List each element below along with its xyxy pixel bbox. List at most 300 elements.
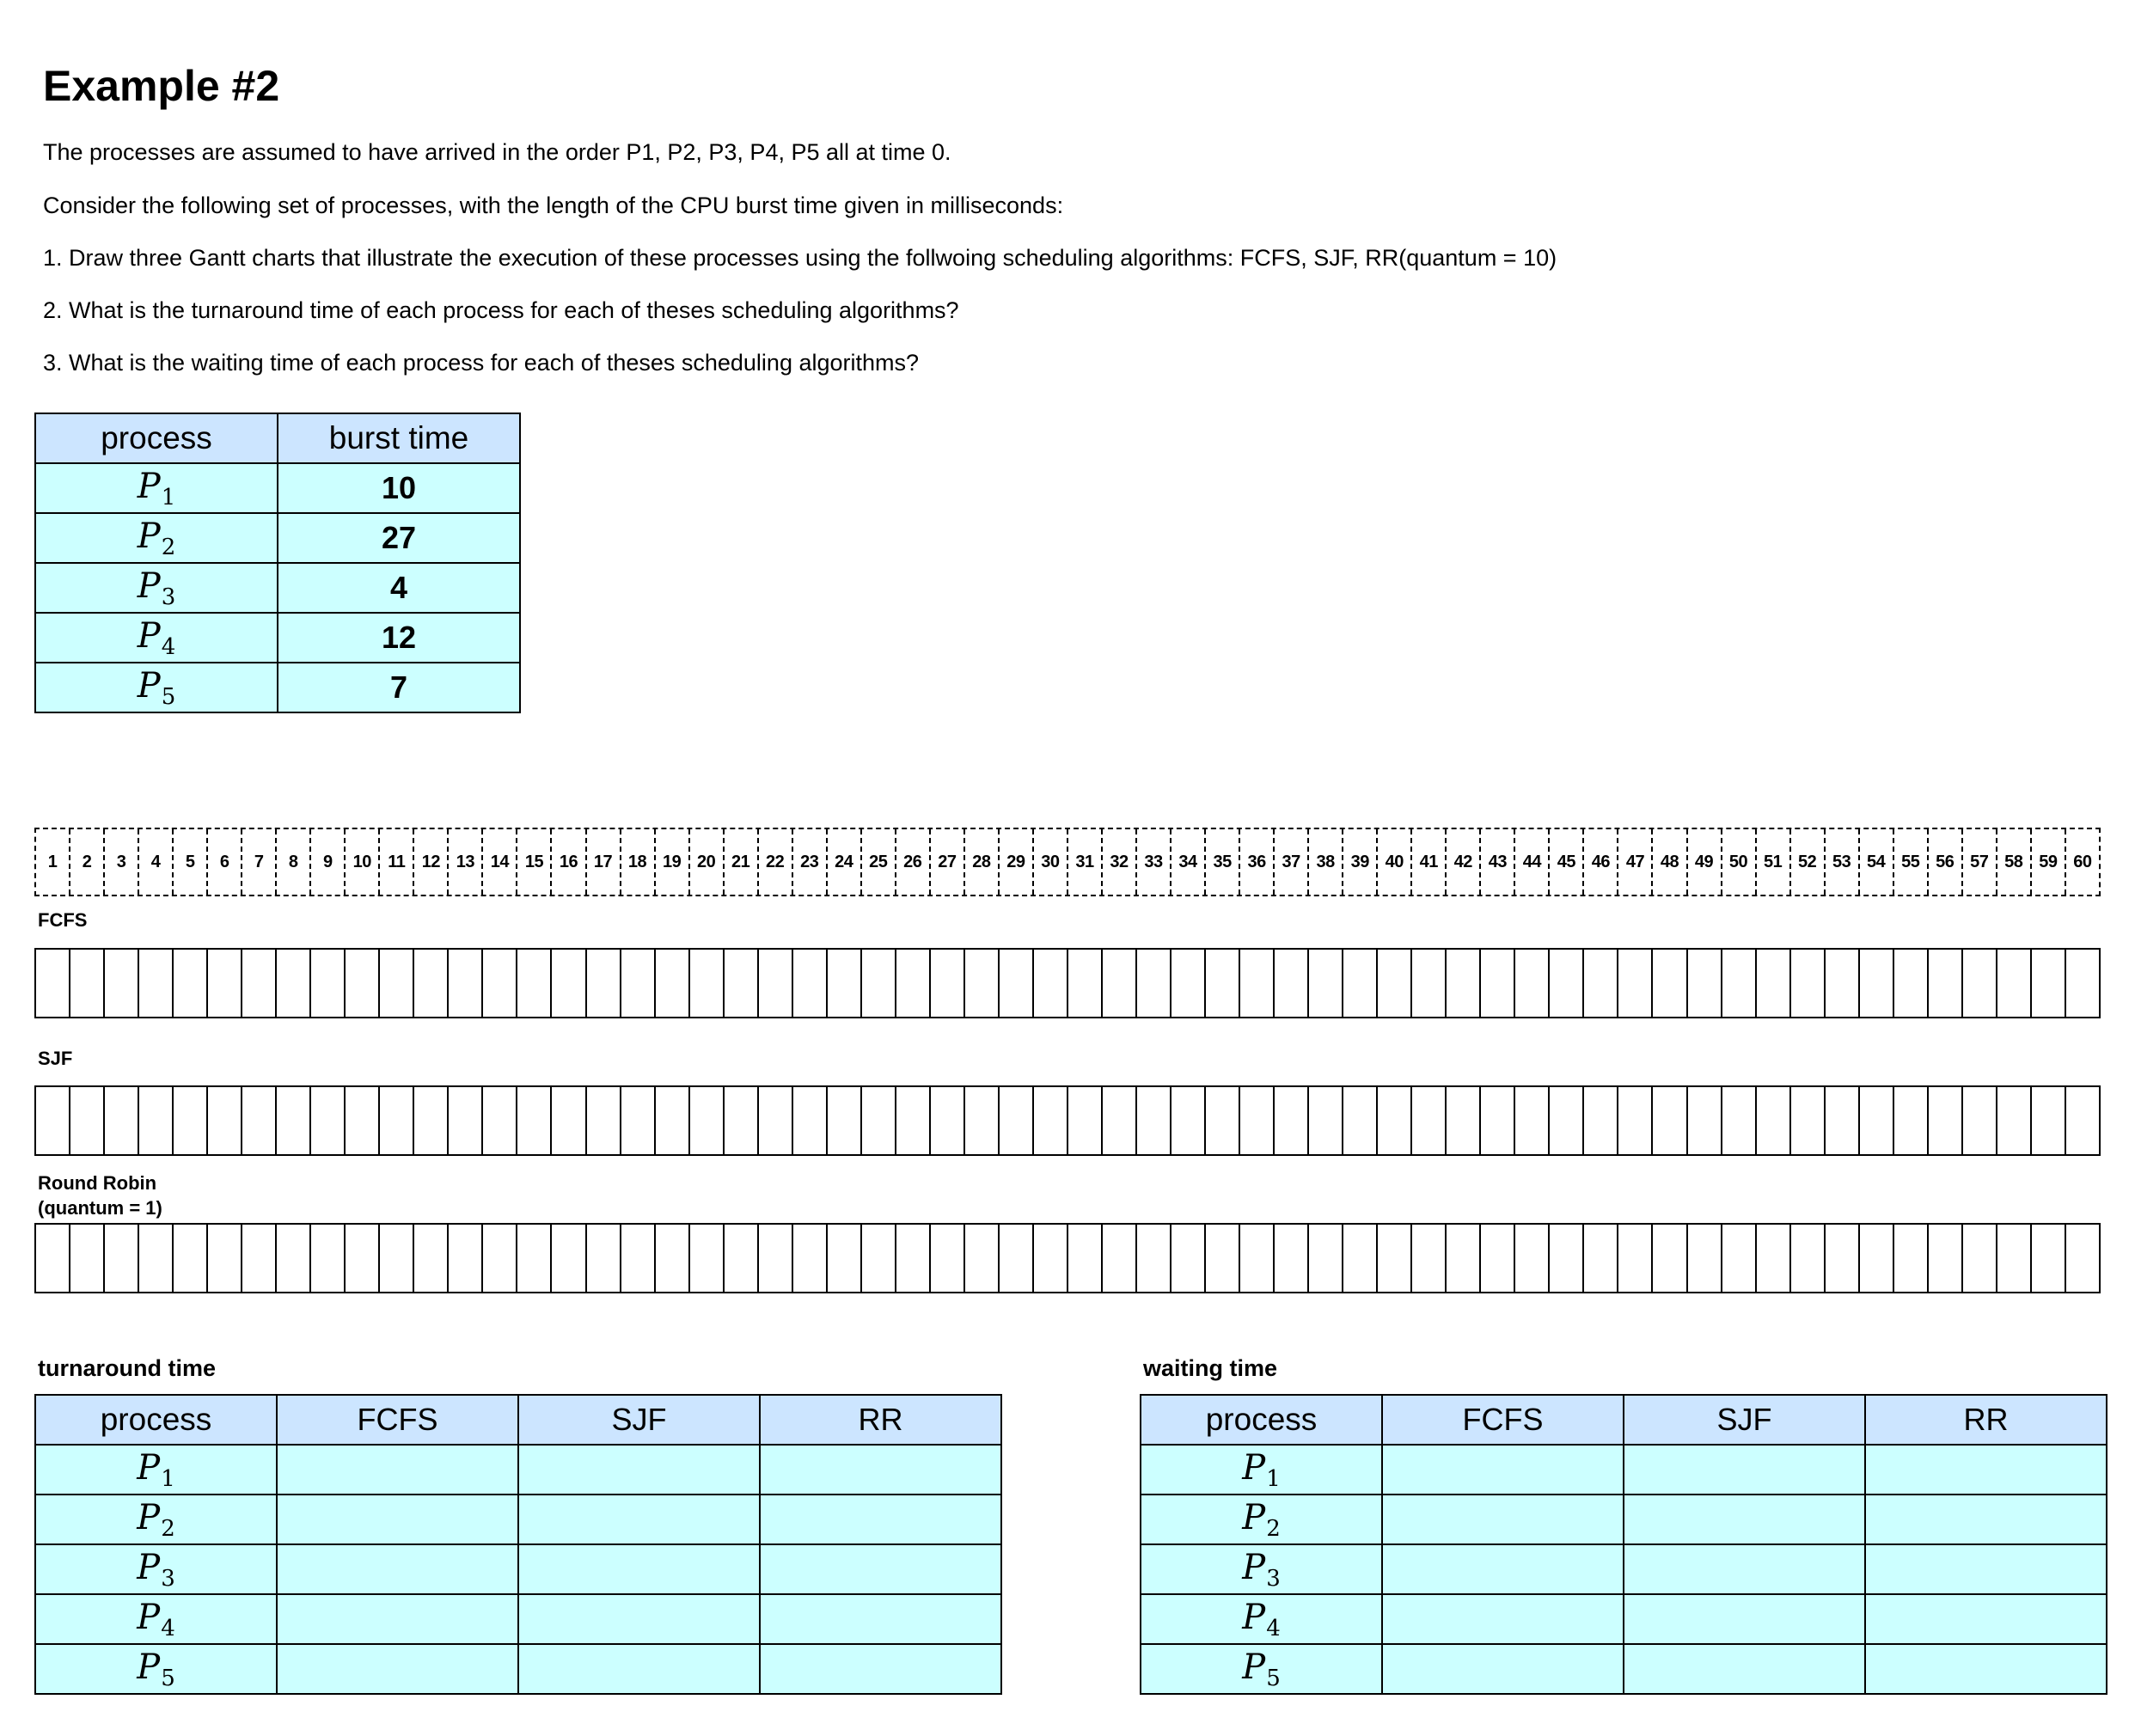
gantt-slot[interactable]: [621, 1225, 656, 1292]
rr-cell[interactable]: [760, 1644, 1001, 1694]
gantt-slot[interactable]: [1137, 950, 1171, 1017]
gantt-slot[interactable]: [1791, 1087, 1826, 1154]
gantt-slot[interactable]: [587, 1225, 621, 1292]
time-tick: 5: [174, 829, 208, 895]
gantt-slot[interactable]: [621, 950, 656, 1017]
gantt-slot[interactable]: [1275, 950, 1309, 1017]
time-tick: 11: [380, 829, 414, 895]
burst-value: 12: [278, 613, 520, 663]
gantt-slot[interactable]: [1068, 950, 1103, 1017]
gantt-slot[interactable]: [1034, 950, 1068, 1017]
gantt-slot[interactable]: [1515, 1225, 1550, 1292]
table-row: [35, 513, 520, 563]
gantt-slot[interactable]: [346, 1225, 380, 1292]
time-tick: 43: [1481, 829, 1515, 895]
time-tick: 46: [1584, 829, 1618, 895]
gantt-slot[interactable]: [1275, 1087, 1309, 1154]
rr-cell[interactable]: [760, 1495, 1001, 1544]
time-tick: 36: [1240, 829, 1275, 895]
gantt-slot[interactable]: [1963, 1087, 1997, 1154]
gantt-slot[interactable]: [587, 1087, 621, 1154]
gantt-slot[interactable]: [517, 1087, 552, 1154]
gantt-slot[interactable]: [1584, 1225, 1618, 1292]
table-row: [1141, 1544, 2107, 1594]
table-row: [35, 613, 520, 663]
fcfs-cell[interactable]: [277, 1594, 518, 1644]
process-name: $P_1$: [35, 463, 278, 513]
process-name: $P_4$: [1141, 1594, 1382, 1644]
gantt-slot[interactable]: [174, 1225, 208, 1292]
gantt-slot[interactable]: [1412, 950, 1447, 1017]
gantt-slot[interactable]: [793, 1087, 828, 1154]
gantt-slot[interactable]: [1378, 950, 1412, 1017]
gantt-slot[interactable]: [483, 1087, 517, 1154]
gantt-slot[interactable]: [1757, 950, 1791, 1017]
question-1: 1. Draw three Gantt charts that illustrate the execution of these processes using the follwoing scheduling algorithms: FCFS, SJF, RR(quantum = 10): [43, 245, 1557, 271]
time-tick: 12: [414, 829, 449, 895]
gantt-slot[interactable]: [1343, 1225, 1378, 1292]
fcfs-cell[interactable]: [277, 1445, 518, 1495]
gantt-slot[interactable]: [1412, 1087, 1447, 1154]
gantt-slot[interactable]: [1240, 1225, 1275, 1292]
gantt-slot[interactable]: [380, 1087, 414, 1154]
gantt-slot[interactable]: [725, 1225, 759, 1292]
gantt-slot[interactable]: [1034, 1225, 1068, 1292]
header-fcfs: FCFS: [1382, 1395, 1624, 1445]
fcfs-gantt-row: [34, 948, 2101, 1018]
gantt-slot[interactable]: [621, 1087, 656, 1154]
sjf-cell[interactable]: [518, 1644, 760, 1694]
gantt-slot[interactable]: [1860, 1225, 1894, 1292]
table-row: [35, 1644, 1001, 1694]
gantt-slot[interactable]: [1550, 1087, 1584, 1154]
gantt-slot[interactable]: [793, 950, 828, 1017]
burst-value: 10: [278, 463, 520, 513]
gantt-slot[interactable]: [1688, 1087, 1722, 1154]
gantt-slot[interactable]: [1000, 950, 1034, 1017]
gantt-slot[interactable]: [277, 1225, 311, 1292]
gantt-slot[interactable]: [1688, 950, 1722, 1017]
fcfs-cell[interactable]: [1382, 1544, 1624, 1594]
gantt-slot[interactable]: [1309, 950, 1343, 1017]
gantt-slot[interactable]: [1618, 950, 1653, 1017]
gantt-slot[interactable]: [1688, 1225, 1722, 1292]
gantt-slot[interactable]: [1240, 950, 1275, 1017]
time-tick: 48: [1653, 829, 1687, 895]
time-tick: 23: [793, 829, 828, 895]
gantt-slot[interactable]: [242, 950, 277, 1017]
sjf-cell[interactable]: [1624, 1544, 1865, 1594]
gantt-slot[interactable]: [414, 950, 449, 1017]
process-name: $P_2$: [35, 513, 278, 563]
time-tick: 39: [1343, 829, 1378, 895]
gantt-slot[interactable]: [1894, 1087, 1929, 1154]
gantt-slot[interactable]: [1722, 1087, 1757, 1154]
sjf-cell[interactable]: [518, 1445, 760, 1495]
question-2: 2. What is the turnaround time of each process for each of theses scheduling algorithms?: [43, 297, 959, 323]
gantt-slot[interactable]: [793, 1225, 828, 1292]
fcfs-cell[interactable]: [277, 1544, 518, 1594]
fcfs-label: FCFS: [38, 909, 88, 931]
gantt-slot[interactable]: [1860, 1087, 1894, 1154]
gantt-slot[interactable]: [1791, 950, 1826, 1017]
header-fcfs: FCFS: [277, 1395, 518, 1445]
gantt-slot[interactable]: [311, 1225, 346, 1292]
gantt-slot[interactable]: [36, 1087, 70, 1154]
gantt-slot[interactable]: [517, 1225, 552, 1292]
gantt-slot[interactable]: [277, 1087, 311, 1154]
gantt-slot[interactable]: [759, 1225, 793, 1292]
gantt-slot[interactable]: [1653, 1225, 1687, 1292]
sjf-cell[interactable]: [1624, 1594, 1865, 1644]
gantt-slot[interactable]: [896, 1225, 931, 1292]
gantt-slot[interactable]: [346, 950, 380, 1017]
gantt-slot[interactable]: [1068, 1087, 1103, 1154]
gantt-slot[interactable]: [208, 1087, 242, 1154]
gantt-slot[interactable]: [1068, 1225, 1103, 1292]
rr-cell[interactable]: [1865, 1594, 2107, 1644]
time-tick: 54: [1860, 829, 1894, 895]
header-burst-time: burst time: [278, 413, 520, 463]
gantt-slot[interactable]: [242, 1225, 277, 1292]
gantt-slot[interactable]: [311, 1087, 346, 1154]
gantt-slot[interactable]: [1412, 1225, 1447, 1292]
gantt-slot[interactable]: [552, 950, 586, 1017]
fcfs-cell[interactable]: [277, 1495, 518, 1544]
gantt-slot[interactable]: [1550, 950, 1584, 1017]
gantt-slot[interactable]: [1550, 1225, 1584, 1292]
header-process: process: [1141, 1395, 1382, 1445]
table-row: [35, 663, 520, 712]
gantt-slot[interactable]: [2032, 950, 2066, 1017]
gantt-slot[interactable]: [380, 950, 414, 1017]
gantt-slot[interactable]: [1515, 1087, 1550, 1154]
gantt-slot[interactable]: [965, 1225, 1000, 1292]
gantt-slot[interactable]: [1171, 950, 1206, 1017]
table-row: [35, 1594, 1001, 1644]
gantt-slot[interactable]: [1997, 1087, 2032, 1154]
gantt-slot[interactable]: [2066, 1087, 2099, 1154]
time-tick: 31: [1068, 829, 1103, 895]
time-tick: 55: [1894, 829, 1929, 895]
gantt-slot[interactable]: [1000, 1087, 1034, 1154]
gantt-slot[interactable]: [414, 1225, 449, 1292]
time-tick: 30: [1034, 829, 1068, 895]
process-name: $P_3$: [35, 1544, 277, 1594]
gantt-slot[interactable]: [1515, 950, 1550, 1017]
gantt-slot[interactable]: [828, 1225, 862, 1292]
time-tick: 16: [552, 829, 586, 895]
time-tick: 49: [1688, 829, 1722, 895]
intro-paragraph-arrival: The processes are assumed to have arrived in the order P1, P2, P3, P4, P5 all at time 0.: [43, 139, 951, 165]
gantt-slot[interactable]: [483, 950, 517, 1017]
gantt-slot[interactable]: [862, 950, 896, 1017]
gantt-slot[interactable]: [656, 1087, 690, 1154]
gantt-slot[interactable]: [517, 950, 552, 1017]
time-tick: 3: [105, 829, 139, 895]
gantt-slot[interactable]: [690, 1225, 725, 1292]
gantt-slot[interactable]: [1757, 1225, 1791, 1292]
process-name: $P_1$: [1141, 1445, 1382, 1495]
gantt-slot[interactable]: [1378, 1225, 1412, 1292]
time-tick: 35: [1206, 829, 1240, 895]
gantt-slot[interactable]: [1584, 950, 1618, 1017]
rr-cell[interactable]: [760, 1445, 1001, 1495]
time-tick: 56: [1929, 829, 1963, 895]
fcfs-cell[interactable]: [1382, 1594, 1624, 1644]
gantt-slot[interactable]: [449, 1087, 483, 1154]
gantt-slot[interactable]: [1929, 1087, 1963, 1154]
rr-cell[interactable]: [1865, 1495, 2107, 1544]
burst-time-table: [34, 413, 521, 713]
gantt-slot[interactable]: [931, 1225, 965, 1292]
gantt-slot[interactable]: [552, 1225, 586, 1292]
gantt-slot[interactable]: [1447, 950, 1481, 1017]
gantt-slot[interactable]: [1929, 950, 1963, 1017]
gantt-slot[interactable]: [896, 950, 931, 1017]
gantt-slot[interactable]: [2066, 1225, 2099, 1292]
sjf-cell[interactable]: [518, 1594, 760, 1644]
gantt-slot[interactable]: [1343, 950, 1378, 1017]
sjf-cell[interactable]: [518, 1544, 760, 1594]
gantt-slot[interactable]: [1378, 1087, 1412, 1154]
gantt-slot[interactable]: [2032, 1225, 2066, 1292]
gantt-slot[interactable]: [449, 950, 483, 1017]
process-name: $P_1$: [35, 1445, 277, 1495]
gantt-slot[interactable]: [725, 1087, 759, 1154]
turnaround-time-table: [34, 1394, 1002, 1695]
intro-paragraph-burst: Consider the following set of processes, with the length of the CPU burst time given in milliseconds:: [43, 193, 1064, 218]
gantt-slot[interactable]: [1137, 1087, 1171, 1154]
gantt-slot[interactable]: [1309, 1225, 1343, 1292]
gantt-slot[interactable]: [174, 950, 208, 1017]
gantt-slot[interactable]: [139, 1087, 174, 1154]
gantt-slot[interactable]: [656, 1225, 690, 1292]
header-process: process: [35, 413, 278, 463]
sjf-cell[interactable]: [1624, 1644, 1865, 1694]
gantt-slot[interactable]: [1653, 950, 1687, 1017]
time-tick: 25: [862, 829, 896, 895]
gantt-slot[interactable]: [414, 1087, 449, 1154]
time-tick: 20: [690, 829, 725, 895]
time-tick: 52: [1791, 829, 1826, 895]
gantt-slot[interactable]: [311, 950, 346, 1017]
gantt-slot[interactable]: [1963, 950, 1997, 1017]
sjf-cell[interactable]: [1624, 1445, 1865, 1495]
gantt-slot[interactable]: [1963, 1225, 1997, 1292]
gantt-slot[interactable]: [1722, 950, 1757, 1017]
time-tick: 17: [587, 829, 621, 895]
gantt-slot[interactable]: [587, 950, 621, 1017]
time-tick: 60: [2073, 852, 2092, 871]
gantt-slot[interactable]: [2066, 950, 2099, 1017]
process-name: $P_5$: [1141, 1644, 1382, 1694]
header-sjf: SJF: [518, 1395, 760, 1445]
gantt-slot[interactable]: [690, 950, 725, 1017]
gantt-slot[interactable]: [208, 1225, 242, 1292]
fcfs-cell[interactable]: [1382, 1445, 1624, 1495]
time-tick: 13: [449, 829, 483, 895]
time-axis: [34, 828, 2101, 896]
gantt-slot[interactable]: [1309, 1087, 1343, 1154]
time-tick: 27: [931, 829, 965, 895]
time-tick: 26: [896, 829, 931, 895]
time-tick: 28: [965, 829, 1000, 895]
gantt-slot[interactable]: [1240, 1087, 1275, 1154]
gantt-slot[interactable]: [1826, 1087, 1860, 1154]
gantt-slot[interactable]: [725, 950, 759, 1017]
waiting-time-label: waiting time: [1143, 1355, 1278, 1381]
gantt-slot[interactable]: [1343, 1087, 1378, 1154]
rr-cell[interactable]: [1865, 1644, 2107, 1694]
turnaround-time-label: turnaround time: [38, 1355, 216, 1381]
gantt-slot[interactable]: [174, 1087, 208, 1154]
time-tick: 19: [656, 829, 690, 895]
time-tick: 41: [1412, 829, 1447, 895]
rr-cell[interactable]: [760, 1544, 1001, 1594]
gantt-slot[interactable]: [1447, 1225, 1481, 1292]
gantt-slot[interactable]: [139, 950, 174, 1017]
gantt-slot[interactable]: [1757, 1087, 1791, 1154]
gantt-slot[interactable]: [208, 950, 242, 1017]
gantt-slot[interactable]: [1275, 1225, 1309, 1292]
gantt-slot[interactable]: [449, 1225, 483, 1292]
gantt-slot[interactable]: [1584, 1087, 1618, 1154]
gantt-slot[interactable]: [690, 1087, 725, 1154]
time-tick: 8: [277, 829, 311, 895]
gantt-slot[interactable]: [1653, 1087, 1687, 1154]
time-tick: 2: [70, 829, 105, 895]
process-name: $P_4$: [35, 613, 278, 663]
time-tick: 57: [1963, 829, 1997, 895]
header-sjf: SJF: [1624, 1395, 1865, 1445]
gantt-slot[interactable]: [70, 1225, 105, 1292]
gantt-slot[interactable]: [896, 1087, 931, 1154]
gantt-slot[interactable]: [1618, 1087, 1653, 1154]
time-tick: 40: [1378, 829, 1412, 895]
sjf-cell[interactable]: [1624, 1495, 1865, 1544]
gantt-slot[interactable]: [36, 950, 70, 1017]
time-tick: 33: [1137, 829, 1171, 895]
gantt-slot[interactable]: [2032, 1087, 2066, 1154]
time-tick: 58: [1997, 829, 2032, 895]
gantt-slot[interactable]: [1103, 1225, 1137, 1292]
time-tick: 34: [1171, 829, 1206, 895]
gantt-slot[interactable]: [1447, 1087, 1481, 1154]
process-name: $P_5$: [35, 1644, 277, 1694]
gantt-slot[interactable]: [105, 1225, 139, 1292]
time-tick: 53: [1826, 829, 1860, 895]
gantt-slot[interactable]: [931, 1087, 965, 1154]
gantt-slot[interactable]: [862, 1087, 896, 1154]
gantt-slot[interactable]: [1826, 1225, 1860, 1292]
gantt-slot[interactable]: [70, 1087, 105, 1154]
time-tick: 22: [759, 829, 793, 895]
gantt-slot[interactable]: [828, 950, 862, 1017]
time-tick: 42: [1447, 829, 1481, 895]
header-process: process: [35, 1395, 277, 1445]
gantt-slot[interactable]: [1137, 1225, 1171, 1292]
process-name: $P_3$: [35, 563, 278, 613]
gantt-slot[interactable]: [1103, 950, 1137, 1017]
gantt-slot[interactable]: [1894, 1225, 1929, 1292]
gantt-slot[interactable]: [139, 1225, 174, 1292]
gantt-slot[interactable]: [1206, 1087, 1240, 1154]
sjf-cell[interactable]: [518, 1495, 760, 1544]
gantt-slot[interactable]: [1171, 1087, 1206, 1154]
gantt-slot[interactable]: [36, 1225, 70, 1292]
gantt-slot[interactable]: [759, 1087, 793, 1154]
process-name: $P_4$: [35, 1594, 277, 1644]
fcfs-cell[interactable]: [1382, 1495, 1624, 1544]
gantt-slot[interactable]: [105, 1087, 139, 1154]
rr-cell[interactable]: [1865, 1445, 2107, 1495]
gantt-slot[interactable]: [1481, 1225, 1515, 1292]
gantt-slot[interactable]: [1894, 950, 1929, 1017]
fcfs-cell[interactable]: [277, 1644, 518, 1694]
gantt-slot[interactable]: [1997, 950, 2032, 1017]
gantt-slot[interactable]: [1171, 1225, 1206, 1292]
gantt-slot[interactable]: [242, 1087, 277, 1154]
fcfs-cell[interactable]: [1382, 1644, 1624, 1694]
gantt-slot[interactable]: [1722, 1225, 1757, 1292]
gantt-slot[interactable]: [1860, 950, 1894, 1017]
table-row: [35, 563, 520, 613]
table-row: [1141, 1594, 2107, 1644]
table-row: [35, 1544, 1001, 1594]
gantt-slot[interactable]: [828, 1087, 862, 1154]
gantt-slot[interactable]: [483, 1225, 517, 1292]
time-tick: 59: [2032, 829, 2066, 895]
gantt-slot[interactable]: [552, 1087, 586, 1154]
gantt-slot[interactable]: [1000, 1225, 1034, 1292]
time-tick: 45: [1550, 829, 1584, 895]
gantt-slot[interactable]: [1618, 1225, 1653, 1292]
gantt-slot[interactable]: [1481, 1087, 1515, 1154]
gantt-slot[interactable]: [1929, 1225, 1963, 1292]
rr-cell[interactable]: [760, 1594, 1001, 1644]
gantt-slot[interactable]: [759, 950, 793, 1017]
time-tick: 50: [1722, 829, 1757, 895]
gantt-slot[interactable]: [1826, 950, 1860, 1017]
gantt-slot[interactable]: [70, 950, 105, 1017]
burst-value: 27: [278, 513, 520, 563]
gantt-slot[interactable]: [862, 1225, 896, 1292]
gantt-slot[interactable]: [1791, 1225, 1826, 1292]
gantt-slot[interactable]: [1034, 1087, 1068, 1154]
table-row: [1141, 1644, 2107, 1694]
table-header-row: [1141, 1395, 2107, 1445]
gantt-slot[interactable]: [1206, 1225, 1240, 1292]
gantt-slot[interactable]: [346, 1087, 380, 1154]
gantt-slot[interactable]: [1997, 1225, 2032, 1292]
gantt-slot[interactable]: [965, 1087, 1000, 1154]
gantt-slot[interactable]: [1206, 950, 1240, 1017]
time-tick: 44: [1515, 829, 1550, 895]
gantt-slot[interactable]: [1103, 1087, 1137, 1154]
gantt-slot[interactable]: [277, 950, 311, 1017]
gantt-slot[interactable]: [656, 950, 690, 1017]
table-row: [1141, 1445, 2107, 1495]
gantt-slot[interactable]: [380, 1225, 414, 1292]
table-row: [35, 1495, 1001, 1544]
gantt-slot[interactable]: [931, 950, 965, 1017]
gantt-slot[interactable]: [105, 950, 139, 1017]
gantt-slot[interactable]: [965, 950, 1000, 1017]
waiting-time-table: [1140, 1394, 2107, 1695]
rr-cell[interactable]: [1865, 1544, 2107, 1594]
gantt-slot[interactable]: [1481, 950, 1515, 1017]
